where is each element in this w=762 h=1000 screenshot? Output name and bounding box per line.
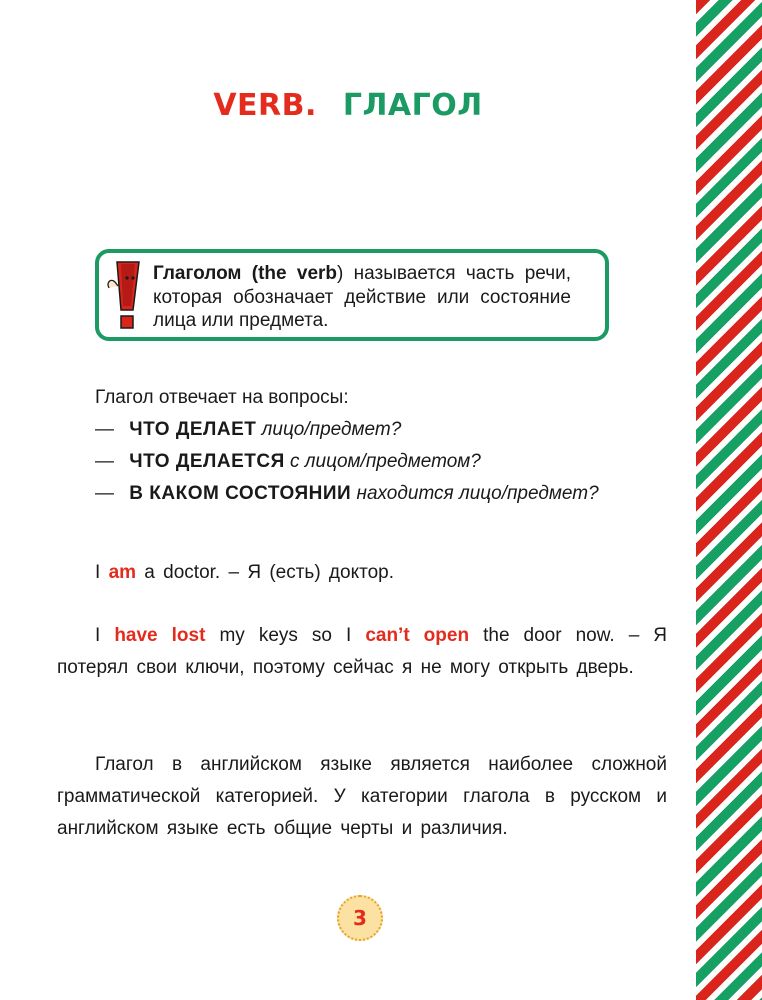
rule-definition: называется часть речи, которая обозначает действие или состояние лица или предмета. [153,263,571,331]
rule-close-paren: ) [337,263,344,284]
example2-mid: my keys so I [205,625,366,646]
question-object: лицо/предмет? [261,419,402,440]
question-keyword: ЧТО ДЕЛАЕТ [129,419,257,440]
title-english: VERB. [213,88,317,123]
example1-verb: am [108,562,137,583]
example2-verb1: have lost [114,625,206,646]
question-keyword: В КАКОМ СОСТОЯНИИ [129,483,352,504]
rule-box [95,249,609,341]
example2-post: the door now. – Я потерял свои ключи, поэтому сейчас я не могу открыть дверь. [57,625,668,678]
rule-text [153,262,571,333]
question-object: с лицом/предметом? [290,451,481,472]
exclamation-icon [105,258,143,332]
question-dash: — [95,483,114,504]
page-number-badge: 3 [337,895,383,941]
example2-verb2: can’t open [365,625,470,646]
paragraph-text: Глагол в английском языке является наиболее сложной грамматической категорией. У категории глагола в русском и английском языке есть общие черты и различия. [57,754,667,839]
question-item [95,414,401,446]
question-item [95,478,599,510]
example-sentence-1 [95,557,394,589]
title-russian: ГЛАГОЛ [342,88,483,123]
question-dash: — [95,419,114,440]
rule-term: Глаголом (the verb [153,263,338,284]
example1-post: a doctor. – Я (есть) доктор. [136,562,394,583]
question-item [95,446,481,478]
example2-pre: I [95,625,115,646]
example1-pre: I [95,562,109,583]
question-keyword: ЧТО ДЕЛАЕТСЯ [129,451,285,472]
decorative-stripe-border [696,0,762,1000]
question-dash: — [95,451,114,472]
page-title [0,88,696,123]
example-sentence-2 [57,620,667,684]
question-object: находится лицо/предмет? [356,483,599,504]
body-paragraph [57,749,667,845]
questions-intro: Глагол отвечает на вопросы: [95,387,349,408]
